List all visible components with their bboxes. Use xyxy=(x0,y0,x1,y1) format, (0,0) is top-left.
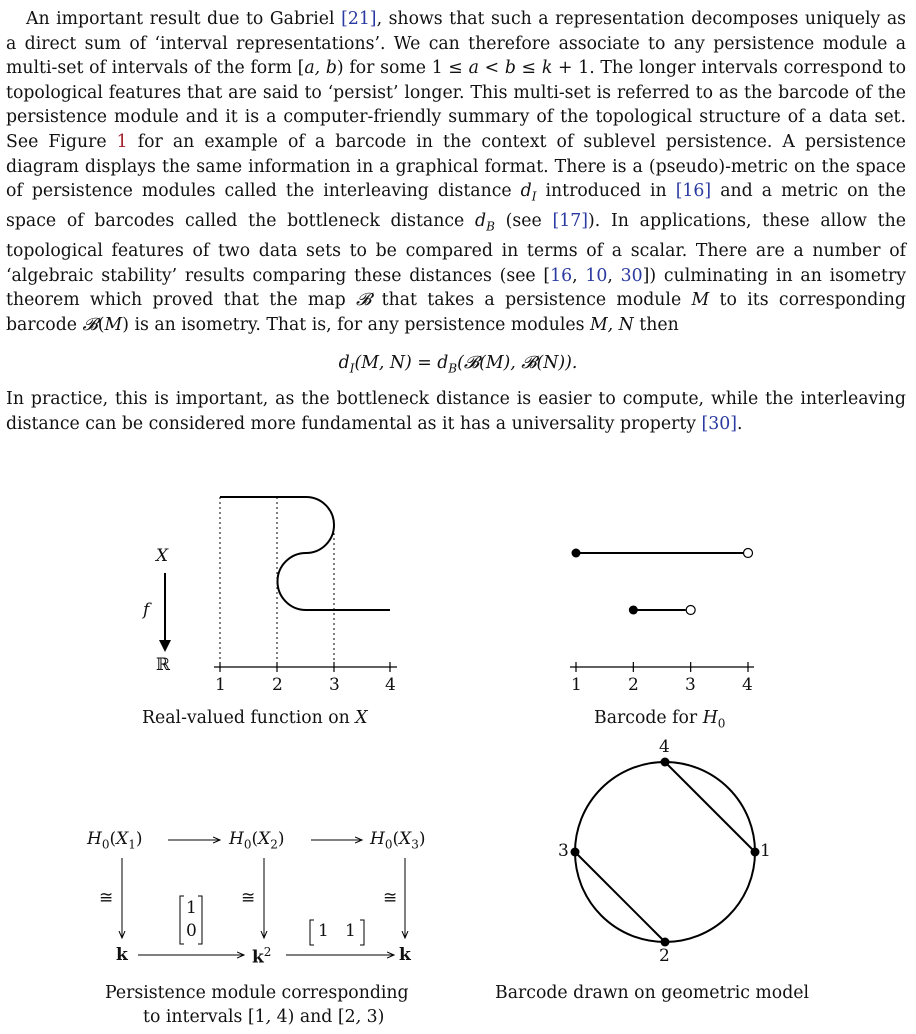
para1-seg1: An important result due to Gabriel xyxy=(26,9,342,29)
citation-16b[interactable]: 16 xyxy=(550,265,573,286)
node-k-3: k xyxy=(399,945,411,965)
iso-label-2: ≅ xyxy=(241,888,256,908)
chord-4-1 xyxy=(665,762,755,852)
module-caption-line1: Persistence module corresponding xyxy=(105,983,409,1003)
citation-10[interactable]: 10 xyxy=(585,265,608,286)
citation-17[interactable]: [17] xyxy=(552,211,588,232)
circle-caption: Barcode drawn on geometric model xyxy=(495,983,810,1003)
target-label-r: ℝ xyxy=(156,655,171,675)
para1-seg4: and a metric on the space of barcodes called the bottleneck distance $d_B$ (see xyxy=(6,181,907,234)
function-tick-1: 1 xyxy=(215,675,226,695)
node-k-squared: $k^2$ xyxy=(252,945,272,968)
citation-30[interactable]: 30 xyxy=(620,265,643,286)
function-tick-2: 2 xyxy=(272,675,283,695)
node-h0-x3: $H_0(X_3)$ xyxy=(370,829,426,852)
matrix-col-entry-2: 0 xyxy=(186,921,197,941)
paragraph-intro: An important result due to Gabriel [21], shows that such a representation decomposes uniquely as a direct sum of ‘interval representations’. We can therefore associate to any persistence module a multi-set of intervals of the form [a, b) for some 1 ≤ a < b ≤ k + 1. The longer intervals correspond to topological features that are said to ‘persist’ longer. This multi-set is referred to as the barcode of the persistence module and it is a computer-friendly summary of the topological structure of a data set. See Figure 1 for an example of a barcode in the context of sublevel persistence. A persistence diagram displays the same information in a graphical format. There is a (pseudo)-metric on the space of persistence modules called the interleaving distance $d_I$ introduced in [16] and a metric on the space of barcodes called the bottleneck distance $d_B$ (see [17]). In applications, these allow the topological features of two data sets to be compared in terms of a scalar. There are a number of ‘algebraic stability’ results comparing these distances (see [16, 10, 30]) culminating in an isometry theorem which proved that the map 𝓑 that takes a persistence module M to its corresponding barcode 𝓑(M) is an isometry. That is, for any persistence modules M, N then xyxy=(6,9,907,336)
barcode-tick-label-4: 4 xyxy=(742,675,753,695)
barcode-tick-label-2: 2 xyxy=(628,675,639,695)
point-label-4: 4 xyxy=(659,737,670,757)
point-label-3: 3 xyxy=(558,841,569,861)
matrix-row-entry-1: 1 xyxy=(318,921,329,941)
node-h0-x1: $H_0(X_1)$ xyxy=(87,829,143,852)
function-tick-3: 3 xyxy=(329,675,340,695)
citation-30b[interactable]: [30] xyxy=(701,413,738,434)
point-4 xyxy=(661,758,670,767)
isometry-equation: $d_I(M$, $N) = d_B(𝓑(M)$, 𝓑(N)). xyxy=(338,353,578,376)
function-tick-4: 4 xyxy=(385,675,396,695)
chord-3-2 xyxy=(575,852,665,942)
map-label-f: f xyxy=(143,600,150,620)
barcode-tick-label-1: 1 xyxy=(571,675,582,695)
space-label-x: X xyxy=(156,546,169,566)
module-caption-line2: to intervals [1, 4) and [2, 3) xyxy=(143,1007,385,1027)
para1-seg2: , shows that such a representation decomposes uniquely as a direct sum of ‘interval representations’. We can therefore associate to any persistence module a multi-set of intervals of the form [a, b) for some 1 ≤ a < b ≤ k + 1. The longer intervals correspond to topological features that are said to ‘persist’ longer. This multi-set is referred to as the barcode of the persistence module and it is a computer-friendly summary of the topological structure of a data set. See Figure xyxy=(6,9,906,152)
matrix-col-entry-1: 1 xyxy=(186,898,197,918)
function-caption: Real-valued function on X xyxy=(142,708,368,728)
node-h0-x2: $H_0(X_2)$ xyxy=(229,829,285,852)
barcode-caption: Barcode for $H_0$ xyxy=(594,708,726,731)
matrix-row-entry-2: 1 xyxy=(345,921,356,941)
point-label-1: 1 xyxy=(760,841,771,861)
figure-ref-1[interactable]: 1 xyxy=(116,131,128,152)
para1-seg5: ). In applications, these allow the topological features of two data sets to be compared in terms of a scalar. There are a number of ‘algebraic stability’ results comparing these distances (see [ xyxy=(6,211,906,286)
node-k-1: k xyxy=(116,945,128,965)
iso-label-3: ≅ xyxy=(383,888,398,908)
citation-21[interactable]: [21] xyxy=(341,9,377,29)
citation-16[interactable]: [16] xyxy=(675,181,712,202)
point-1 xyxy=(751,848,760,857)
point-label-2: 2 xyxy=(659,946,670,966)
para1-seg3: for an example of a barcode in the context of sublevel persistence. A persistence diagram displays the same information in a graphical format. There is a (pseudo)-metric on the space of persistence modules called the interleaving distance $d_I$ introduced in xyxy=(6,131,906,204)
paragraph-practice: In practice, this is important, as the bottleneck distance is easier to compute, while the interleaving distance can be considered more fundamental as it has a universality property [30]. xyxy=(6,389,906,434)
para2-text: In practice, this is important, as the bottleneck distance is easier to compute, while the interleaving distance can be considered more fundamental as it has a universality property xyxy=(6,389,906,434)
iso-label-1: ≅ xyxy=(99,888,114,908)
geometric-circle xyxy=(575,762,755,942)
point-3 xyxy=(571,848,580,857)
para1-seg6: ]) culminating in an isometry theorem which proved that the map 𝓑 that takes a persistence module M to its corresponding barcode 𝓑(M) is an isometry. That is, for any persistence modules M, N then xyxy=(6,265,906,336)
barcode-tick-label-3: 3 xyxy=(685,675,696,695)
